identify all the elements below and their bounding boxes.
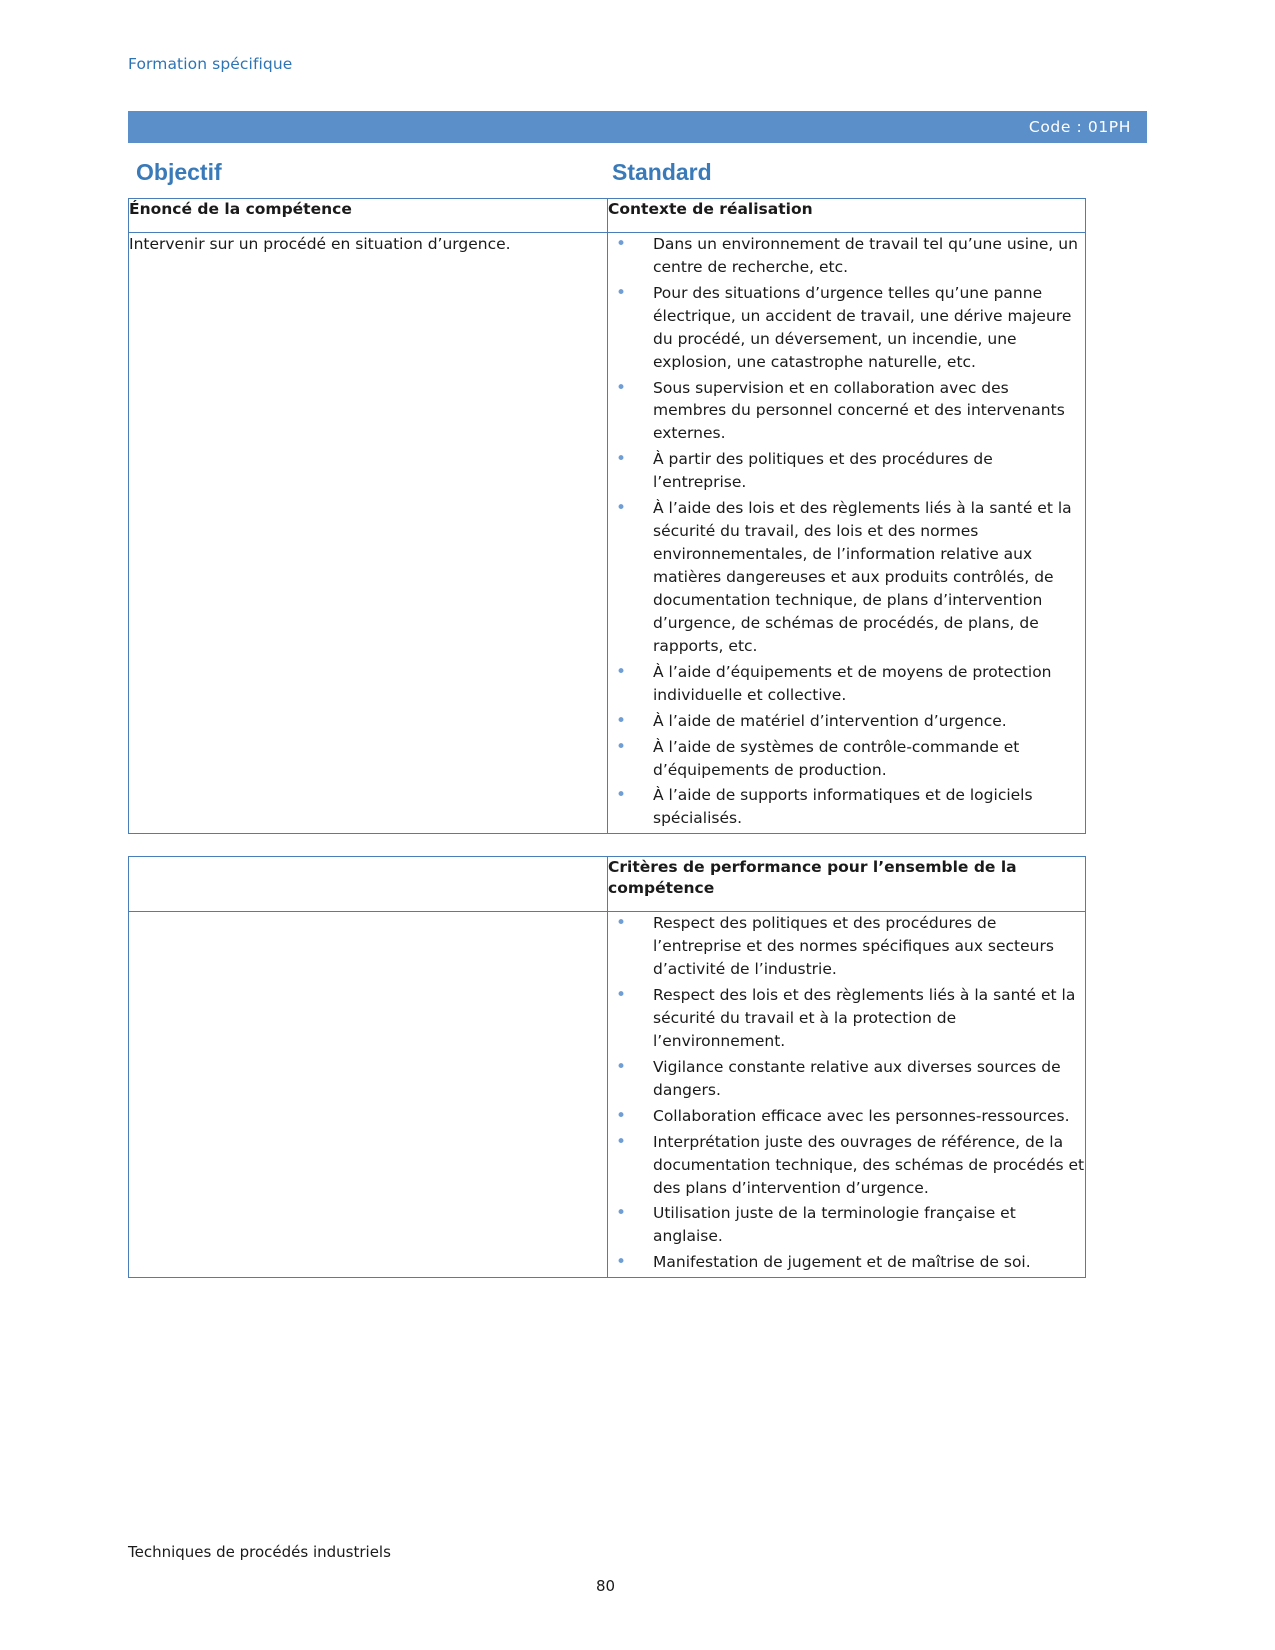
list-item: • Manifestation de jugement et de maîtrise de soi.	[608, 1251, 1085, 1274]
list-item: • Respect des lois et des règlements liés à la santé et la sécurité du travail et à la protection de l’environnement.	[608, 984, 1085, 1053]
context-header-cell	[608, 199, 1086, 233]
criteria-header: Critères de performance pour l’ensemble de la compétence	[608, 858, 1017, 898]
list-item: • Respect des politiques et des procédures de l’entreprise et des normes spécifiques aux secteurs d’activité de l’industrie.	[608, 912, 1085, 981]
list-item: • À partir des politiques et des procédures de l’entreprise.	[608, 448, 1085, 494]
table-row	[129, 912, 1086, 1278]
competency-statement-text: Intervenir sur un procédé en situation d’urgence.	[129, 234, 511, 253]
performance-criteria-table	[128, 856, 1086, 1278]
standard-column-title: Standard	[612, 159, 712, 185]
context-header: Contexte de réalisation	[608, 200, 813, 218]
competency-statement-cell	[129, 232, 608, 833]
page-number: 80	[595, 1577, 616, 1595]
criteria-list	[608, 912, 1085, 1274]
list-item: • À l’aide de matériel d’intervention d’urgence.	[608, 710, 1085, 733]
table-row	[129, 199, 1086, 233]
code-banner	[128, 111, 1147, 143]
criteria-cell	[608, 912, 1086, 1278]
list-item: • Interprétation juste des ouvrages de référence, de la documentation technique, des schémas de procédés et des plans d’intervention d’urgence.	[608, 1131, 1085, 1200]
code-label: Code : 01PH	[1028, 118, 1131, 136]
list-item: • Vigilance constante relative aux diverses sources de dangers.	[608, 1056, 1085, 1102]
criteria-empty-cell	[129, 912, 608, 1278]
list-item: • À l’aide de supports informatiques et de logiciels spécialisés.	[608, 784, 1085, 830]
list-item: • Utilisation juste de la terminologie française et anglaise.	[608, 1202, 1085, 1248]
criteria-empty-header-cell	[129, 857, 608, 912]
context-list	[608, 233, 1085, 830]
context-cell	[608, 232, 1086, 833]
list-item: • Sous supervision et en collaboration avec des membres du personnel concerné et des intervenants externes.	[608, 377, 1085, 446]
column-titles	[128, 159, 1147, 186]
list-item: • À l’aide des lois et des règlements liés à la santé et la sécurité du travail, des lois et des normes environnementales, de l’information relative aux matières dangereuses et aux produits contrôlés, de documentation technique, de plans d’intervention d’urgence, de schémas de procédés, de plans, de rapports, etc.	[608, 497, 1085, 658]
table-row	[129, 232, 1086, 833]
objective-column-title: Objectif	[136, 159, 222, 185]
competency-table	[128, 198, 1086, 834]
footer-program-name: Techniques de procédés industriels	[128, 1543, 391, 1561]
competency-statement-header-cell	[129, 199, 608, 233]
list-item: • Collaboration efficace avec les personnes-ressources.	[608, 1105, 1085, 1128]
list-item: • Pour des situations d’urgence telles qu’une panne électrique, un accident de travail, une dérive majeure du procédé, un déversement, un incendie, une explosion, une catastrophe naturelle, etc.	[608, 282, 1085, 374]
list-item: • À l’aide d’équipements et de moyens de protection individuelle et collective.	[608, 661, 1085, 707]
list-item: • À l’aide de systèmes de contrôle-commande et d’équipements de production.	[608, 736, 1085, 782]
section-note: Formation spécifique	[128, 55, 293, 73]
page-footer	[128, 1543, 1147, 1595]
criteria-header-cell	[608, 857, 1086, 912]
table-row	[129, 857, 1086, 912]
criteria-empty-header	[129, 857, 607, 878]
competency-statement-header: Énoncé de la compétence	[129, 200, 352, 218]
list-item: • Dans un environnement de travail tel qu’une usine, un centre de recherche, etc.	[608, 233, 1085, 279]
